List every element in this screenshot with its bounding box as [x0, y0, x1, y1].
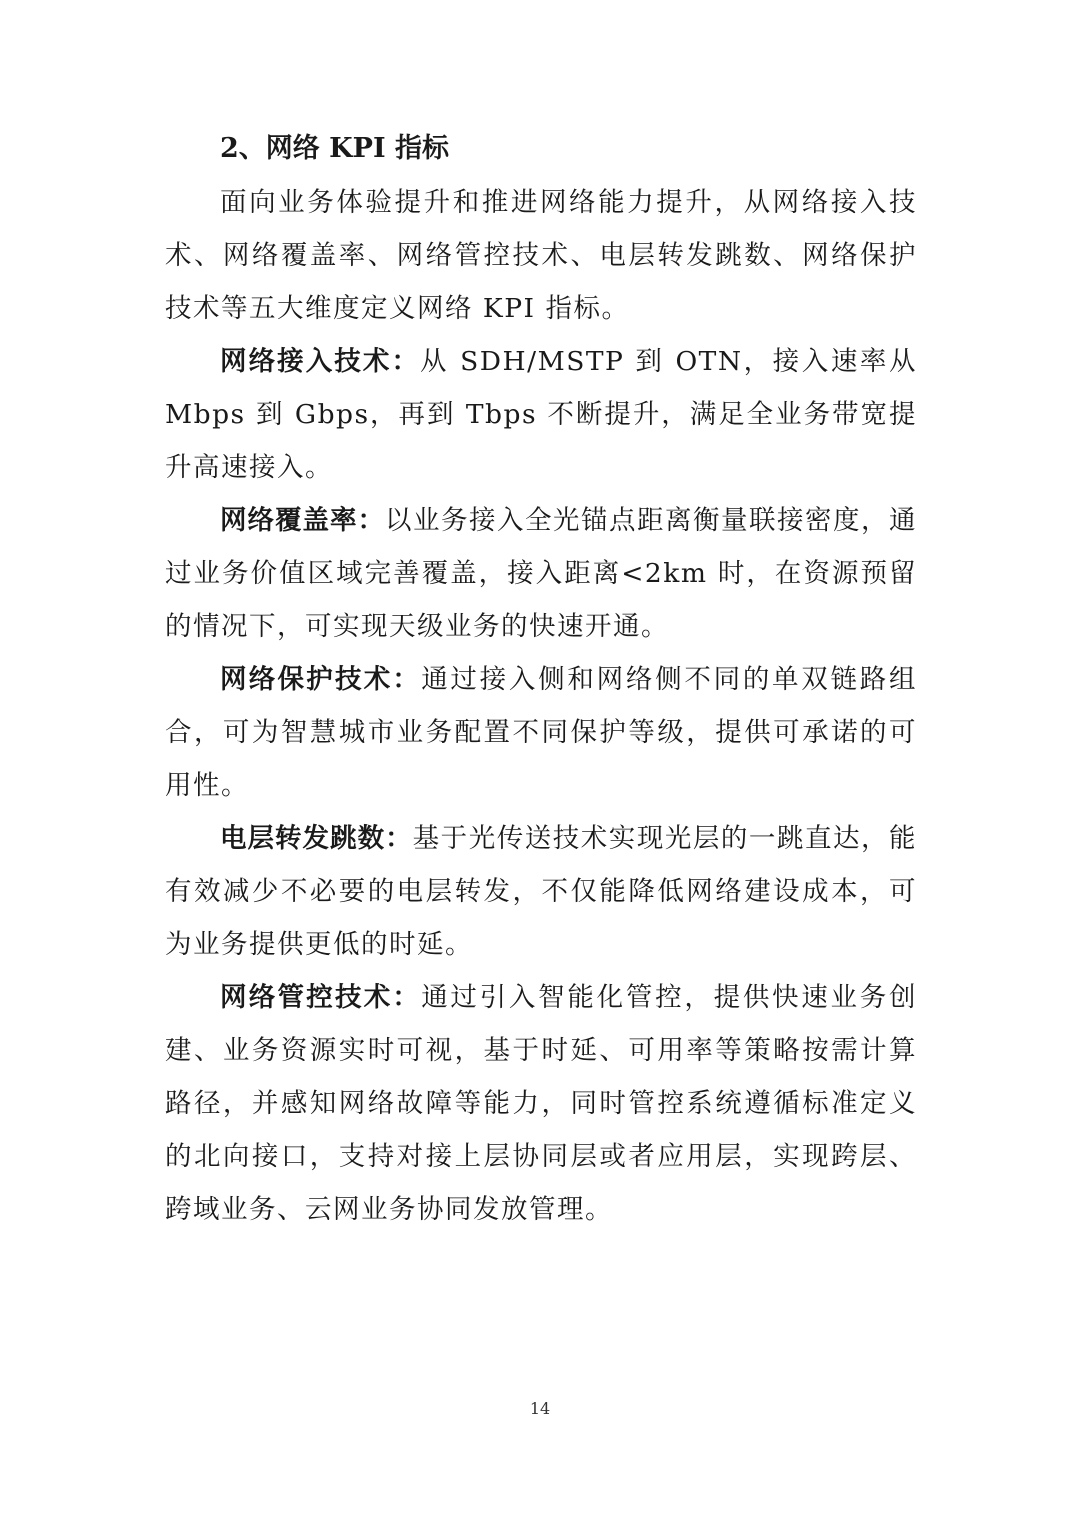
- paragraph-electrical-hops: [165, 812, 917, 971]
- paragraph-protection-technology: [165, 653, 917, 812]
- text-protection-technology: 通过接入侧和网络侧不同的单双链路组合，可为智慧城市业务配置不同保护等级，提供可承诺的可用性。: [165, 664, 918, 801]
- text-electrical-hops: 基于光传送技术实现光层的一跳直达，能有效减少不必要的电层转发，不仅能降低网络建设成本，可为业务提供更低的时延。: [165, 823, 918, 960]
- term-management-control: 网络管控技术：: [220, 982, 422, 1013]
- document-body: [165, 122, 917, 1236]
- text-coverage-rate: 以业务接入全光锚点距离衡量联接密度，通过业务价值区域完善覆盖，接入距离<2km 时，在资源预留的情况下，可实现天级业务的快速开通。: [165, 505, 917, 642]
- term-protection-technology: 网络保护技术：: [220, 664, 422, 695]
- page-number: 14: [529, 1399, 551, 1418]
- text-access-technology: 从 SDH/MSTP 到 OTN，接入速率从 Mbps 到 Gbps，再到 Tbps 不断提升，满足全业务带宽提升高速接入。: [165, 346, 917, 483]
- paragraph-access-technology: [165, 335, 917, 494]
- term-access-technology: 网络接入技术：: [220, 346, 421, 377]
- intro-paragraph: 面向业务体验提升和推进网络能力提升，从网络接入技术、网络覆盖率、网络管控技术、电层转发跳数、网络保护技术等五大维度定义网络 KPI 指标。: [165, 187, 917, 324]
- text-management-control: 通过引入智能化管控，提供快速业务创建、业务资源实时可视，基于时延、可用率等策略按需计算路径，并感知网络故障等能力，同时管控系统遵循标准定义的北向接口，支持对接上层协同层或者应用层，实现跨层、跨域业务、云网业务协同发放管理。: [165, 982, 918, 1225]
- term-coverage-rate: 网络覆盖率：: [220, 505, 385, 536]
- paragraph-management-control: [165, 971, 917, 1236]
- term-electrical-hops: 电层转发跳数：: [220, 823, 413, 854]
- paragraph-coverage-rate: [165, 494, 917, 653]
- section-heading: 2、网络 KPI 指标: [220, 133, 449, 164]
